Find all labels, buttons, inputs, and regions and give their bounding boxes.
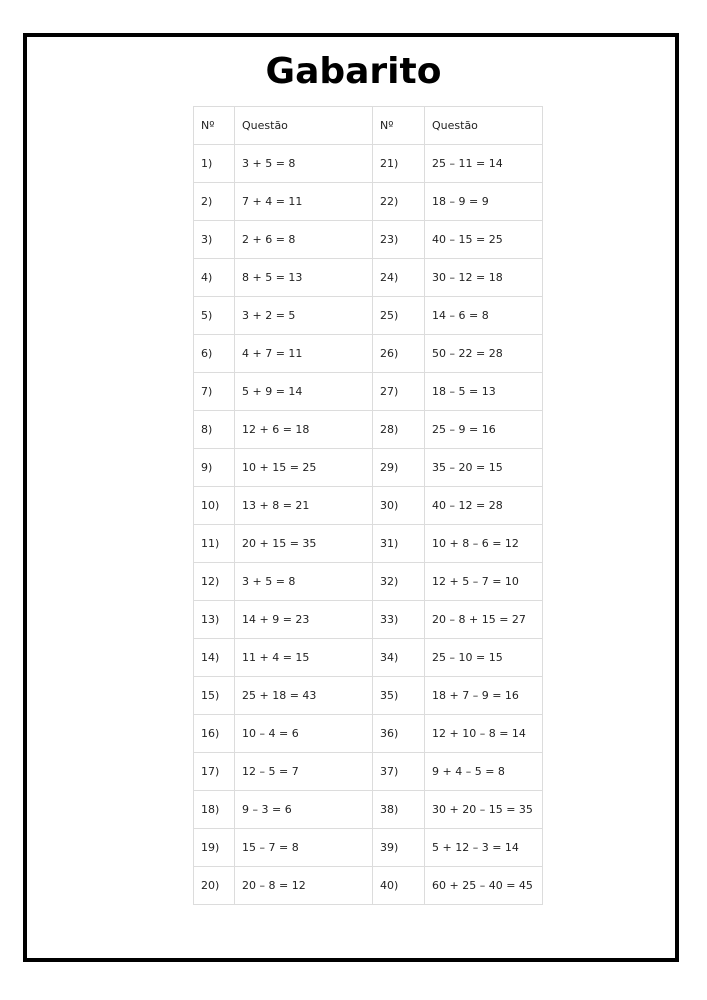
question-answer: 18 + 7 – 9 = 16: [425, 677, 543, 715]
question-answer: 18 – 9 = 9: [425, 183, 543, 221]
table-row: [194, 259, 543, 297]
question-answer: 25 – 9 = 16: [425, 411, 543, 449]
table-body: [194, 145, 543, 905]
question-answer: 4 + 7 = 11: [235, 335, 373, 373]
question-answer: 20 – 8 = 12: [235, 867, 373, 905]
question-number: 25): [373, 297, 425, 335]
header-number-2: Nº: [373, 107, 425, 145]
table-row: [194, 221, 543, 259]
question-number: 35): [373, 677, 425, 715]
page-title: Gabarito: [265, 51, 442, 92]
table-row: [194, 297, 543, 335]
question-number: 14): [194, 639, 235, 677]
question-answer: 50 – 22 = 28: [425, 335, 543, 373]
question-answer: 12 + 6 = 18: [235, 411, 373, 449]
table-row: [194, 677, 543, 715]
question-number: 22): [373, 183, 425, 221]
question-answer: 25 – 11 = 14: [425, 145, 543, 183]
question-number: 26): [373, 335, 425, 373]
question-answer: 3 + 5 = 8: [235, 145, 373, 183]
question-answer: 2 + 6 = 8: [235, 221, 373, 259]
question-number: 4): [194, 259, 235, 297]
table-row: [194, 829, 543, 867]
header-number-1: Nº: [194, 107, 235, 145]
table-row: [194, 525, 543, 563]
question-number: 15): [194, 677, 235, 715]
question-answer: 9 + 4 – 5 = 8: [425, 753, 543, 791]
question-answer: 20 + 15 = 35: [235, 525, 373, 563]
question-answer: 5 + 9 = 14: [235, 373, 373, 411]
question-answer: 30 + 20 – 15 = 35: [425, 791, 543, 829]
question-answer: 14 – 6 = 8: [425, 297, 543, 335]
table-row: [194, 183, 543, 221]
table-row: [194, 715, 543, 753]
question-answer: 12 – 5 = 7: [235, 753, 373, 791]
header-question-2: Questão: [425, 107, 543, 145]
table-row: [194, 867, 543, 905]
question-number: 39): [373, 829, 425, 867]
question-answer: 3 + 2 = 5: [235, 297, 373, 335]
question-answer: 10 + 8 – 6 = 12: [425, 525, 543, 563]
question-number: 7): [194, 373, 235, 411]
question-number: 16): [194, 715, 235, 753]
table-row: [194, 487, 543, 525]
question-number: 23): [373, 221, 425, 259]
question-number: 1): [194, 145, 235, 183]
question-number: 21): [373, 145, 425, 183]
question-answer: 12 + 10 – 8 = 14: [425, 715, 543, 753]
question-number: 3): [194, 221, 235, 259]
question-answer: 13 + 8 = 21: [235, 487, 373, 525]
question-answer: 3 + 5 = 8: [235, 563, 373, 601]
table-row: [194, 753, 543, 791]
question-number: 36): [373, 715, 425, 753]
question-answer: 14 + 9 = 23: [235, 601, 373, 639]
question-answer: 35 – 20 = 15: [425, 449, 543, 487]
question-number: 28): [373, 411, 425, 449]
table-row: [194, 411, 543, 449]
question-answer: 25 + 18 = 43: [235, 677, 373, 715]
question-number: 37): [373, 753, 425, 791]
question-answer: 40 – 12 = 28: [425, 487, 543, 525]
question-number: 13): [194, 601, 235, 639]
question-number: 34): [373, 639, 425, 677]
header-question-1: Questão: [235, 107, 373, 145]
table-row: [194, 639, 543, 677]
answer-key-table: [193, 106, 543, 905]
question-answer: 5 + 12 – 3 = 14: [425, 829, 543, 867]
question-answer: 18 – 5 = 13: [425, 373, 543, 411]
question-answer: 25 – 10 = 15: [425, 639, 543, 677]
question-answer: 7 + 4 = 11: [235, 183, 373, 221]
question-answer: 20 – 8 + 15 = 27: [425, 601, 543, 639]
question-number: 5): [194, 297, 235, 335]
question-answer: 12 + 5 – 7 = 10: [425, 563, 543, 601]
question-number: 38): [373, 791, 425, 829]
question-answer: 15 – 7 = 8: [235, 829, 373, 867]
question-number: 31): [373, 525, 425, 563]
question-number: 12): [194, 563, 235, 601]
table-header-row: [194, 107, 543, 145]
question-number: 24): [373, 259, 425, 297]
table-row: [194, 601, 543, 639]
table-row: [194, 373, 543, 411]
table-row: [194, 563, 543, 601]
question-number: 6): [194, 335, 235, 373]
question-number: 18): [194, 791, 235, 829]
question-number: 10): [194, 487, 235, 525]
question-answer: 10 + 15 = 25: [235, 449, 373, 487]
question-answer: 8 + 5 = 13: [235, 259, 373, 297]
table-row: [194, 335, 543, 373]
question-answer: 10 – 4 = 6: [235, 715, 373, 753]
table-row: [194, 145, 543, 183]
question-answer: 60 + 25 – 40 = 45: [425, 867, 543, 905]
question-answer: 30 – 12 = 18: [425, 259, 543, 297]
question-number: 40): [373, 867, 425, 905]
question-number: 27): [373, 373, 425, 411]
question-answer: 40 – 15 = 25: [425, 221, 543, 259]
question-answer: 11 + 4 = 15: [235, 639, 373, 677]
question-number: 19): [194, 829, 235, 867]
question-number: 30): [373, 487, 425, 525]
question-number: 8): [194, 411, 235, 449]
question-number: 2): [194, 183, 235, 221]
question-number: 11): [194, 525, 235, 563]
question-answer: 9 – 3 = 6: [235, 791, 373, 829]
question-number: 32): [373, 563, 425, 601]
question-number: 9): [194, 449, 235, 487]
question-number: 33): [373, 601, 425, 639]
table-row: [194, 449, 543, 487]
question-number: 20): [194, 867, 235, 905]
question-number: 29): [373, 449, 425, 487]
question-number: 17): [194, 753, 235, 791]
table-row: [194, 791, 543, 829]
